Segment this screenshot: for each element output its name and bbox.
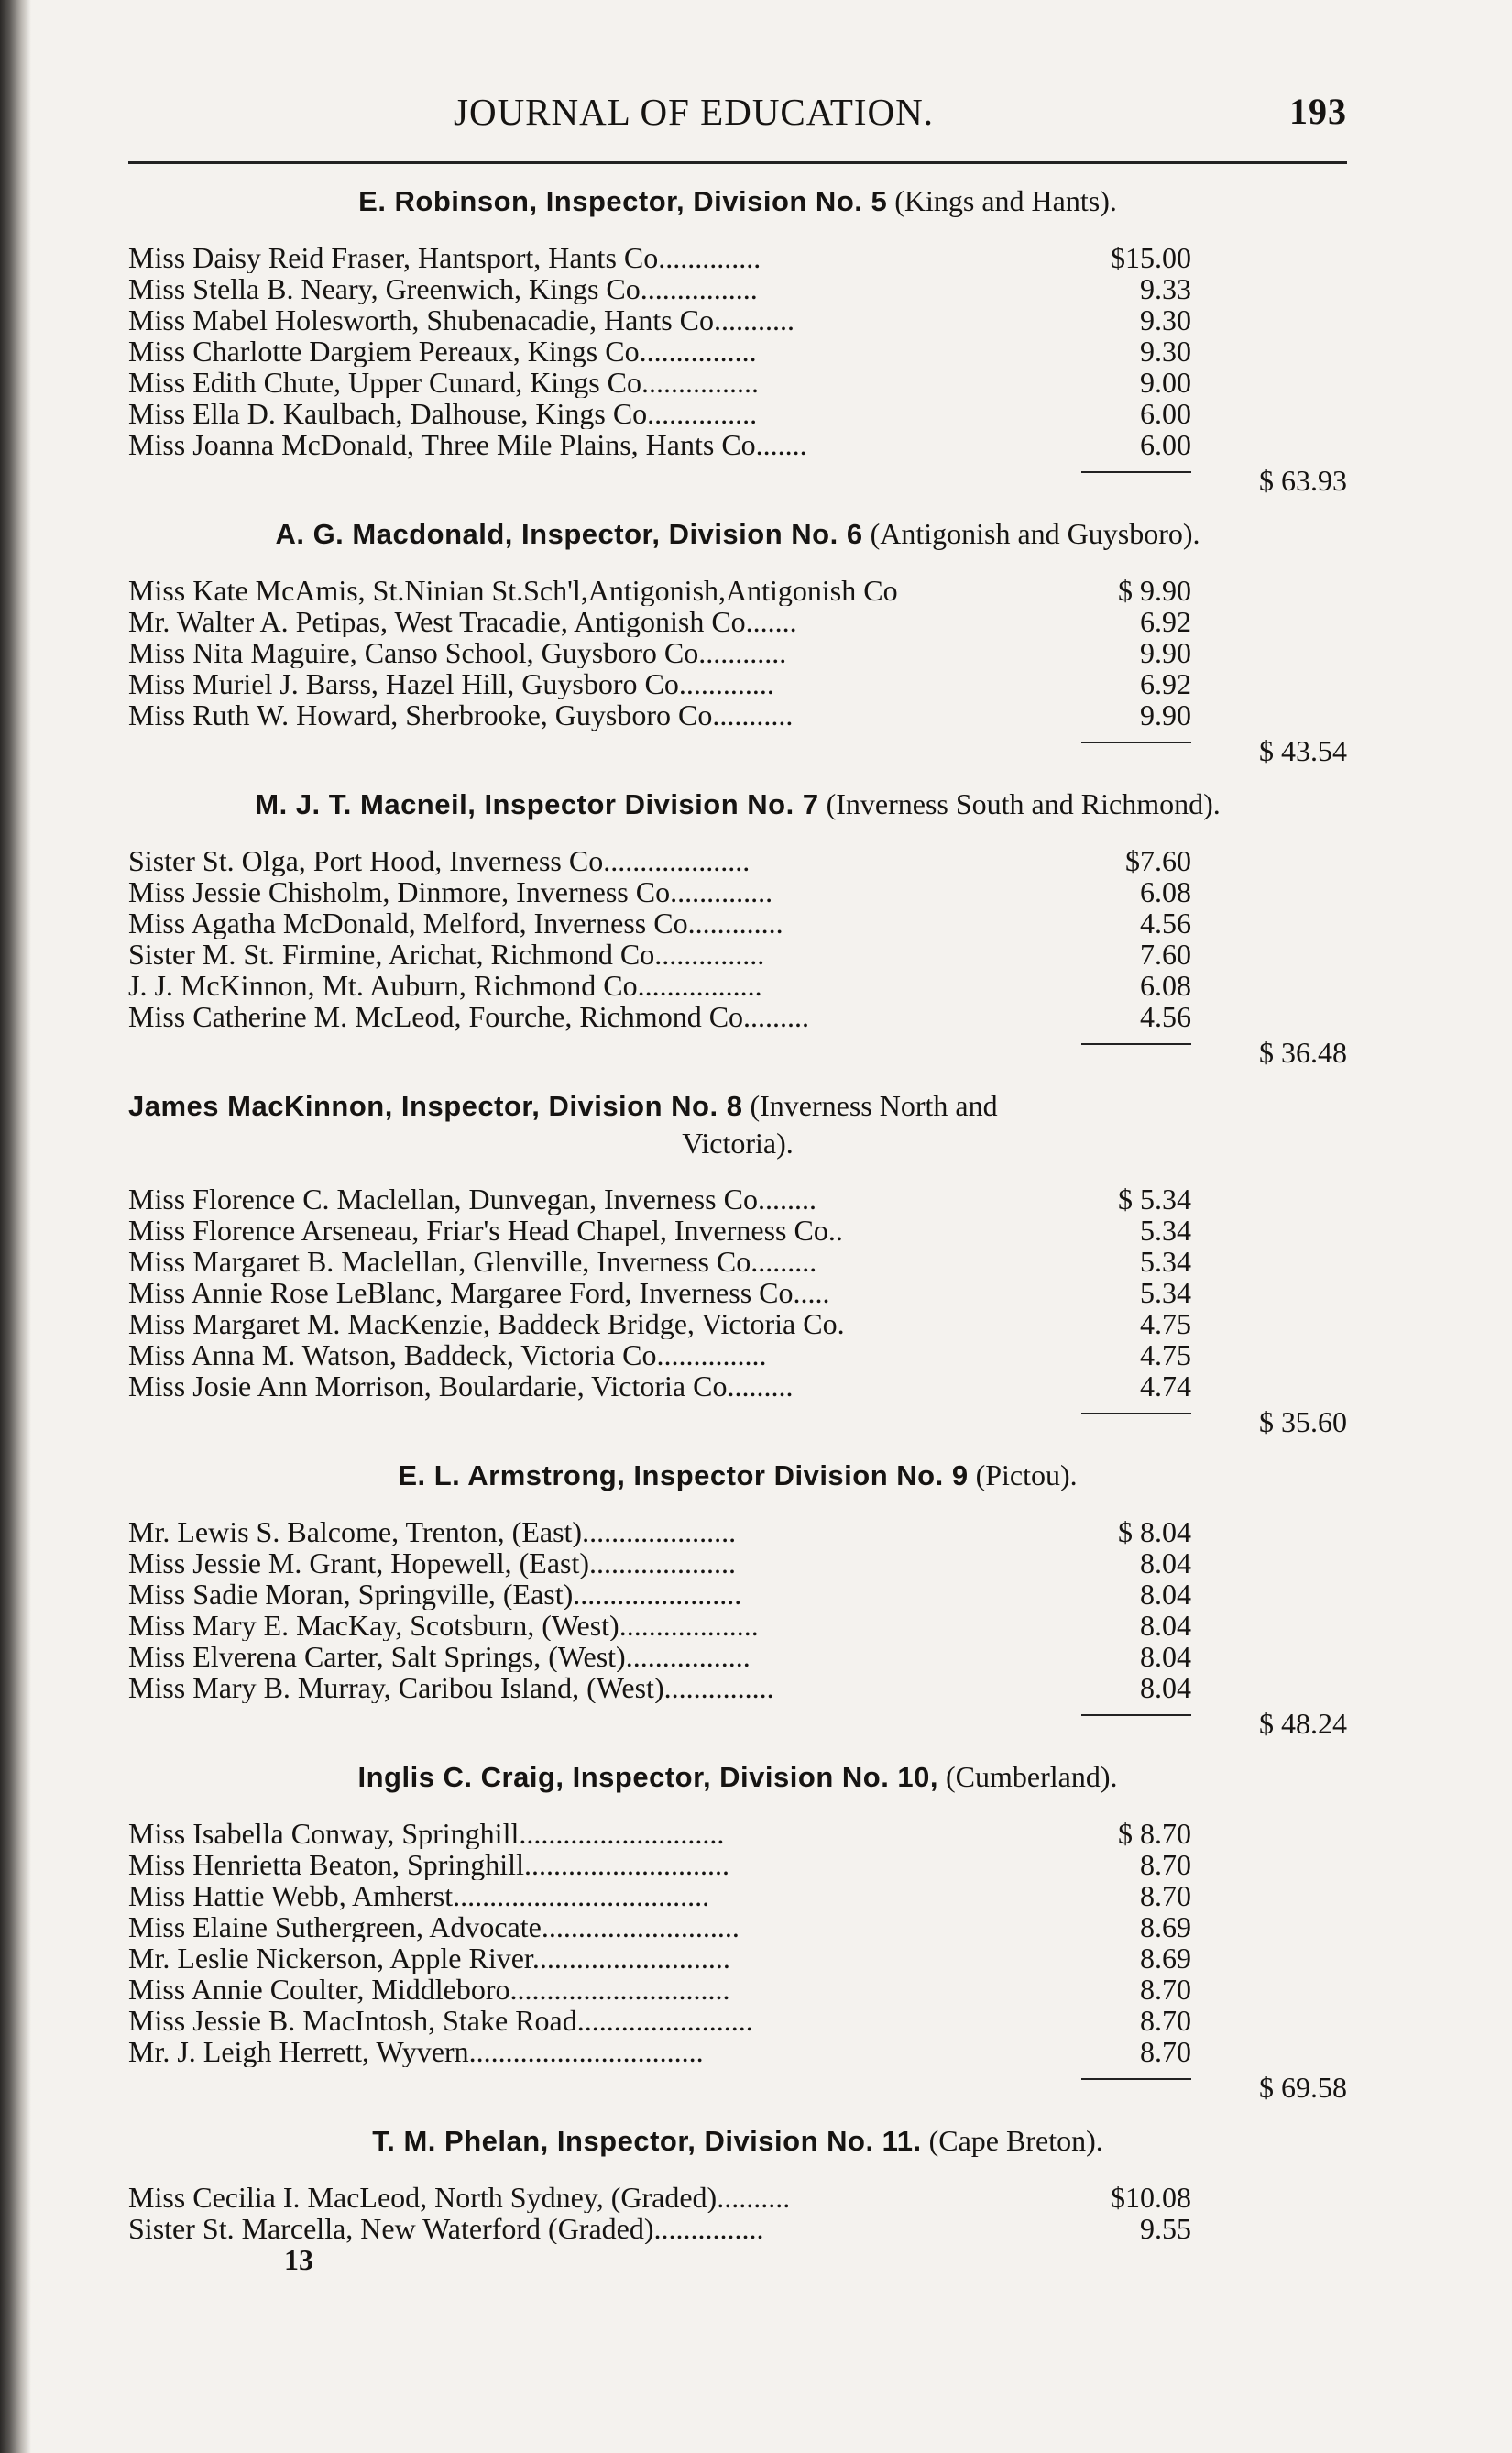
grant-amount: 8.70 — [1140, 2035, 1191, 2068]
section-heading — [128, 1457, 1347, 1494]
teacher-name: Miss Annie Coulter, Middleboro.............................. — [128, 1974, 730, 2005]
teacher-name: Sister St. Olga, Port Hood, Inverness Co.................... — [128, 845, 751, 876]
grant-amount: 8.04 — [1140, 1640, 1191, 1673]
division-region-continued: Victoria). — [682, 1127, 794, 1160]
teacher-name: Miss Charlotte Dargiem Pereaux, Kings Co................ — [128, 336, 757, 367]
teacher-entry — [128, 1516, 1191, 1547]
teacher-name: Miss Ella D. Kaulbach, Dalhouse, Kings Co............... — [128, 398, 758, 429]
grant-amount: 5.34 — [1140, 1276, 1191, 1309]
teacher-entry — [128, 2005, 1191, 2036]
teacher-entry — [128, 398, 1191, 429]
teacher-entry — [128, 606, 1191, 637]
teacher-entry — [128, 939, 1191, 970]
grant-amount: $ 5.34 — [1118, 1182, 1191, 1216]
total-rule — [1081, 1714, 1191, 1716]
inspector-sections — [128, 182, 1347, 2244]
teacher-entry — [128, 273, 1191, 304]
grant-amount: 8.70 — [1140, 1973, 1191, 2006]
division-region: (Kings and Hants). — [887, 184, 1117, 217]
teacher-entry — [128, 1183, 1191, 1215]
total-rule — [1081, 2078, 1191, 2080]
total-rule — [1081, 1413, 1191, 1414]
section-heading — [128, 515, 1347, 553]
grant-amount: 8.69 — [1140, 1910, 1191, 1943]
teacher-name: Miss Mary E. MacKay, Scotsburn, (West)................... — [128, 1610, 759, 1641]
inspector-section — [128, 515, 1347, 767]
grant-amount: 5.34 — [1140, 1245, 1191, 1278]
teacher-entry — [128, 1277, 1191, 1308]
grant-amount: 8.04 — [1140, 1609, 1191, 1642]
grant-amount: 8.04 — [1140, 1671, 1191, 1704]
section-heading — [128, 786, 1347, 823]
teacher-entry — [128, 367, 1191, 398]
division-region: (Cape Breton). — [921, 2124, 1103, 2157]
teacher-entry — [128, 1974, 1191, 2005]
header-rule — [128, 161, 1347, 164]
teacher-name: Miss Mary B. Murray, Caribou Island, (West)............... — [128, 1672, 774, 1703]
grant-amount: 6.00 — [1140, 428, 1191, 461]
scan-page-edge — [0, 0, 31, 2453]
grant-amount: 8.70 — [1140, 1879, 1191, 1912]
grant-amount: 7.60 — [1140, 938, 1191, 971]
teacher-entry — [128, 876, 1191, 908]
grant-amount: 8.70 — [1140, 2004, 1191, 2037]
teacher-entry — [128, 2182, 1191, 2213]
grant-amount: $7.60 — [1125, 844, 1191, 877]
teacher-entry — [128, 575, 1191, 606]
teacher-name: Miss Florence C. Maclellan, Dunvegan, Inverness Co........ — [128, 1183, 816, 1215]
teacher-entry — [128, 908, 1191, 939]
teacher-entry — [128, 1370, 1191, 1402]
teacher-name: Miss Josie Ann Morrison, Boulardarie, Victoria Co......... — [128, 1370, 794, 1402]
grant-amount: 4.75 — [1140, 1307, 1191, 1340]
division-region: (Pictou). — [968, 1458, 1078, 1491]
grant-amount: 8.70 — [1140, 1848, 1191, 1881]
division-region: (Cumberland). — [938, 1760, 1118, 1793]
teacher-entry — [128, 2213, 1191, 2244]
inspector-name: E. Robinson, Inspector, Division No. 5 — [358, 185, 888, 217]
section-total: $ 43.54 — [1259, 734, 1347, 767]
teacher-entry — [128, 1547, 1191, 1578]
inspector-section — [128, 2122, 1347, 2244]
inspector-name: T. M. Phelan, Inspector, Division No. 11. — [372, 2125, 922, 2157]
teacher-name: Miss Margaret M. MacKenzie, Baddeck Bridge, Victoria Co. — [128, 1308, 845, 1339]
section-total-row — [128, 460, 1347, 497]
total-rule — [1081, 471, 1191, 473]
grant-amount: $ 8.04 — [1118, 1515, 1191, 1548]
grant-amount: 9.90 — [1140, 698, 1191, 732]
teacher-name: Miss Nita Maguire, Canso School, Guysboro Co............ — [128, 637, 787, 668]
page-header — [128, 82, 1347, 138]
grant-amount: 4.74 — [1140, 1370, 1191, 1402]
page-number: 193 — [1289, 91, 1347, 132]
inspector-name: E. L. Armstrong, Inspector Division No. 9 — [398, 1459, 969, 1491]
grant-amount: 9.30 — [1140, 303, 1191, 336]
teacher-entry — [128, 699, 1191, 731]
inspector-name: M. J. T. Macneil, Inspector Division No. 7 — [255, 788, 819, 820]
teacher-name: Miss Sadie Moran, Springville, (East)....................... — [128, 1578, 742, 1610]
grant-amount: 4.56 — [1140, 907, 1191, 940]
grant-amount: 9.55 — [1140, 2212, 1191, 2245]
teacher-entry — [128, 336, 1191, 367]
inspector-name: James MacKinnon, Inspector, Division No. 8 — [128, 1090, 743, 1122]
teacher-entry — [128, 1339, 1191, 1370]
section-total-row — [128, 1402, 1347, 1438]
inspector-section — [128, 1457, 1347, 1740]
grant-amount: 6.92 — [1140, 605, 1191, 638]
inspector-section — [128, 786, 1347, 1069]
grant-amount: $ 9.90 — [1118, 574, 1191, 607]
section-heading — [128, 1087, 1347, 1161]
teacher-name: Sister M. St. Firmine, Arichat, Richmond Co............... — [128, 939, 765, 970]
journal-page — [128, 82, 1347, 2275]
teacher-entry — [128, 1911, 1191, 1942]
section-total: $ 35.60 — [1259, 1405, 1347, 1438]
section-heading — [128, 2122, 1347, 2160]
division-region: (Inverness North and — [742, 1089, 998, 1122]
teacher-entry — [128, 1610, 1191, 1641]
grant-amount: 4.56 — [1140, 1000, 1191, 1033]
section-heading — [128, 182, 1347, 220]
teacher-name: Miss Daisy Reid Fraser, Hantsport, Hants Co.............. — [128, 242, 761, 273]
inspector-name: A. G. Macdonald, Inspector, Division No. 6 — [275, 518, 863, 550]
teacher-name: Miss Jessie Chisholm, Dinmore, Inverness Co.............. — [128, 876, 773, 908]
teacher-name: Miss Jessie M. Grant, Hopewell, (East).................... — [128, 1547, 737, 1578]
teacher-name: Miss Annie Rose LeBlanc, Margaree Ford, Inverness Co..... — [128, 1277, 830, 1308]
teacher-name: Miss Hattie Webb, Amherst................................... — [128, 1880, 710, 1911]
teacher-name: Miss Mabel Holesworth, Shubenacadie, Hants Co........... — [128, 304, 795, 336]
grant-amount: 8.04 — [1140, 1578, 1191, 1611]
teacher-name: Miss Joanna McDonald, Three Mile Plains, Hants Co....... — [128, 429, 807, 460]
teacher-name: Miss Agatha McDonald, Melford, Inverness Co............. — [128, 908, 783, 939]
teacher-name: Mr. Lewis S. Balcome, Trenton, (East)..................... — [128, 1516, 737, 1547]
total-rule — [1081, 1043, 1191, 1045]
section-total-row — [128, 1703, 1347, 1740]
grant-amount: 9.00 — [1140, 366, 1191, 399]
teacher-entry — [128, 1641, 1191, 1672]
grant-amount: 9.30 — [1140, 335, 1191, 368]
teacher-entry — [128, 1672, 1191, 1703]
teacher-name: Miss Anna M. Watson, Baddeck, Victoria Co............... — [128, 1339, 767, 1370]
teacher-entry — [128, 1215, 1191, 1246]
teacher-entry — [128, 1578, 1191, 1610]
teacher-name: Miss Kate McAmis, St.Ninian St.Sch'l,Antigonish,Antigonish Co — [128, 575, 898, 606]
teacher-name: Miss Edith Chute, Upper Cunard, Kings Co................ — [128, 367, 759, 398]
teacher-name: Mr. Leslie Nickerson, Apple River........................... — [128, 1942, 730, 1974]
teacher-entry — [128, 1308, 1191, 1339]
teacher-entry — [128, 1246, 1191, 1277]
teacher-name: Miss Jessie B. MacIntosh, Stake Road........................ — [128, 2005, 753, 2036]
teacher-name: Miss Florence Arseneau, Friar's Head Chapel, Inverness Co.. — [128, 1215, 843, 1246]
teacher-name: Miss Cecilia I. MacLeod, North Sydney, (Graded).......... — [128, 2182, 791, 2213]
teacher-entry — [128, 1818, 1191, 1849]
teacher-entry — [128, 1849, 1191, 1880]
teacher-entry — [128, 1001, 1191, 1032]
section-total-row — [128, 731, 1347, 767]
teacher-name: Mr. Walter A. Petipas, West Tracadie, Antigonish Co....... — [128, 606, 797, 637]
teacher-name: Miss Isabella Conway, Springhill............................ — [128, 1818, 725, 1849]
grant-amount: $ 8.70 — [1118, 1817, 1191, 1850]
signature-mark: 13 — [284, 2243, 313, 2276]
teacher-entry — [128, 304, 1191, 336]
teacher-name: Miss Ruth W. Howard, Sherbrooke, Guysboro Co........... — [128, 699, 794, 731]
grant-amount: 8.69 — [1140, 1942, 1191, 1974]
teacher-name: Miss Elaine Suthergreen, Advocate........................... — [128, 1911, 740, 1942]
inspector-section — [128, 182, 1347, 497]
teacher-entry — [128, 845, 1191, 876]
section-total-row — [128, 1032, 1347, 1069]
division-region: (Antigonish and Guysboro). — [862, 517, 1200, 550]
section-total: $ 69.58 — [1259, 2071, 1347, 2104]
section-total: $ 48.24 — [1259, 1707, 1347, 1740]
grant-amount: $15.00 — [1111, 241, 1191, 274]
teacher-entry — [128, 637, 1191, 668]
teacher-entry — [128, 2036, 1191, 2067]
teacher-name: Miss Catherine M. McLeod, Fourche, Richmond Co......... — [128, 1001, 810, 1032]
grant-amount: 6.00 — [1140, 397, 1191, 430]
total-rule — [1081, 742, 1191, 743]
grant-amount: $10.08 — [1111, 2181, 1191, 2214]
teacher-name: Miss Margaret B. Maclellan, Glenville, Inverness Co......... — [128, 1246, 817, 1277]
teacher-name: Mr. J. Leigh Herrett, Wyvern................................ — [128, 2036, 704, 2067]
section-total: $ 63.93 — [1259, 464, 1347, 497]
grant-amount: 6.08 — [1140, 875, 1191, 908]
grant-amount: 6.92 — [1140, 667, 1191, 700]
teacher-name: Sister St. Marcella, New Waterford (Graded)............... — [128, 2213, 764, 2244]
teacher-name: Miss Stella B. Neary, Greenwich, Kings Co................ — [128, 273, 758, 304]
section-total-row — [128, 2067, 1347, 2104]
section-total: $ 36.48 — [1259, 1036, 1347, 1069]
teacher-entry — [128, 970, 1191, 1001]
inspector-name: Inglis C. Craig, Inspector, Division No. 10, — [357, 1761, 939, 1793]
grant-amount: 8.04 — [1140, 1546, 1191, 1579]
teacher-entry — [128, 1942, 1191, 1974]
grant-amount: 4.75 — [1140, 1338, 1191, 1371]
teacher-name: Miss Elverena Carter, Salt Springs, (West)................. — [128, 1641, 751, 1672]
section-heading — [128, 1758, 1347, 1796]
teacher-name: Miss Henrietta Beaton, Springhill............................ — [128, 1849, 729, 1880]
division-region: (Inverness South and Richmond). — [818, 787, 1221, 820]
teacher-name: J. J. McKinnon, Mt. Auburn, Richmond Co................. — [128, 970, 762, 1001]
grant-amount: 9.90 — [1140, 636, 1191, 669]
grant-amount: 6.08 — [1140, 969, 1191, 1002]
grant-amount: 9.33 — [1140, 272, 1191, 305]
teacher-entry — [128, 429, 1191, 460]
running-title: JOURNAL OF EDUCATION. — [454, 91, 935, 133]
teacher-entry — [128, 668, 1191, 699]
inspector-section — [128, 1087, 1347, 1438]
grant-amount: 5.34 — [1140, 1214, 1191, 1247]
teacher-entry — [128, 242, 1191, 273]
inspector-section — [128, 1758, 1347, 2104]
teacher-name: Miss Muriel J. Barss, Hazel Hill, Guysboro Co............. — [128, 668, 774, 699]
teacher-entry — [128, 1880, 1191, 1911]
